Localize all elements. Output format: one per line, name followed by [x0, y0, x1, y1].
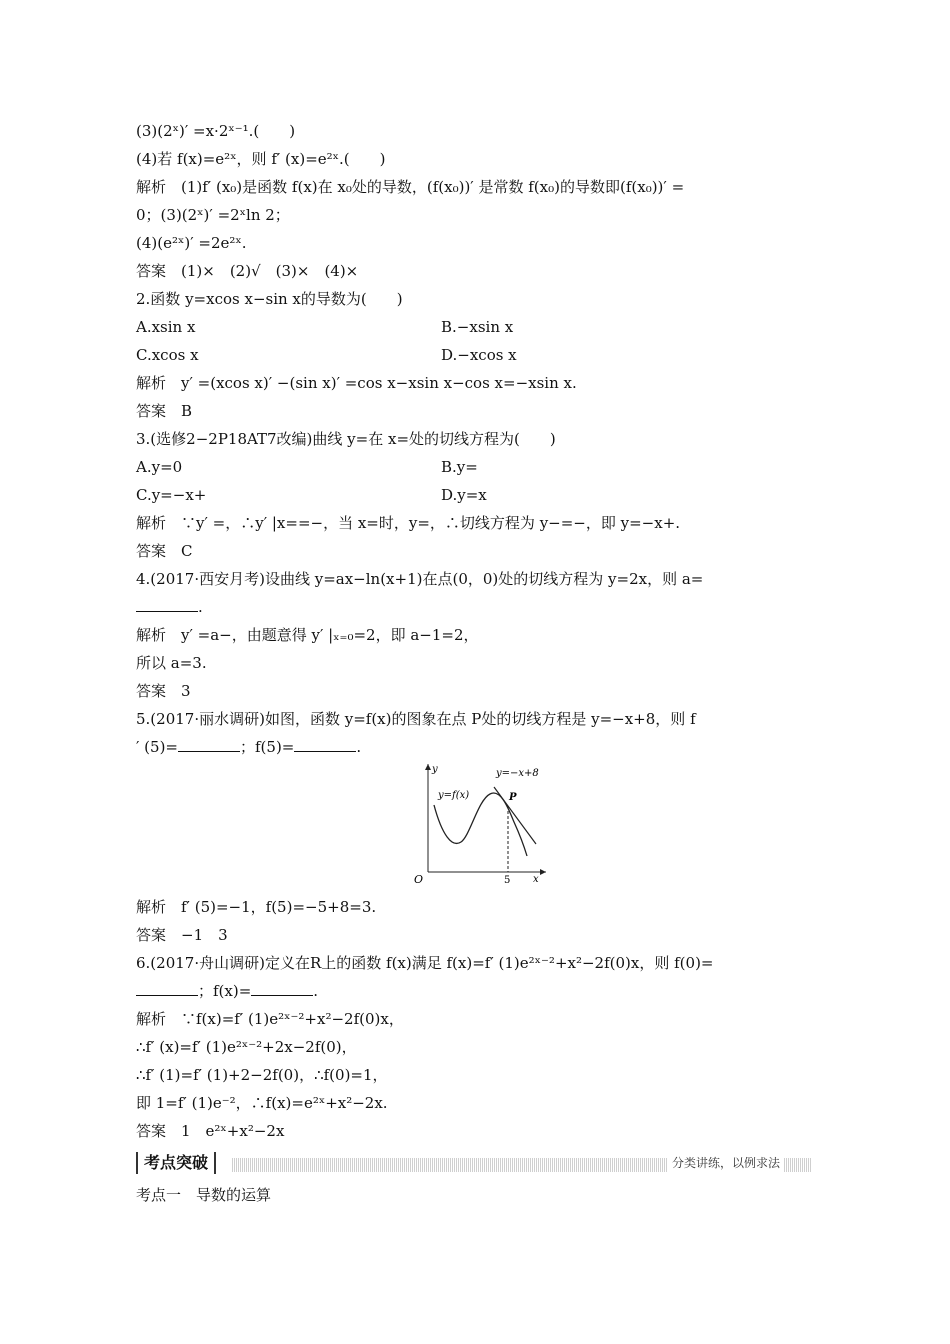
text-line: (4)(e²ˣ)′ =2e²ˣ.	[136, 234, 247, 252]
question-6: 6.(2017·舟山调研)定义在R上的函数 f(x)满足 f(x)=f′ (1)e²ˣ⁻²+x²−2f(0)x，则 f(0)=	[136, 954, 714, 972]
fill-line	[136, 596, 203, 618]
text-line: 解析 y′ =a−，由题意得 y′ |ₓ₌₀=2，即 a−1=2，	[136, 626, 479, 644]
curve-label: y=f(x)	[438, 790, 470, 801]
origin-label: O	[414, 873, 424, 885]
text-fragment: ′ (5)=	[136, 738, 178, 756]
answer-blank	[294, 737, 356, 752]
option-a: A.xsin x	[136, 318, 196, 336]
text-line: 解析 f′ (5)=−1，f(5)=−5+8=3.	[136, 898, 377, 916]
options-row	[136, 316, 816, 338]
band-note: 分类讲练，以例求法	[668, 1152, 784, 1174]
answer-blank	[178, 737, 240, 752]
answer-line: 答案 −1 3	[136, 926, 228, 944]
options-row	[136, 456, 816, 478]
answer-blank	[136, 981, 198, 996]
period: .	[313, 982, 319, 1000]
text-line: 0；(3)(2ˣ)′ =2ˣln 2；	[136, 206, 290, 224]
answer-line: 答案 B	[136, 402, 193, 420]
option-d: D.y=x	[441, 486, 487, 504]
text-fragment: ；f(x)=	[198, 982, 252, 1000]
answer-blank	[251, 981, 313, 996]
option-c: C.y=−x+	[136, 486, 207, 504]
function-graph-figure	[406, 760, 551, 885]
options-row	[136, 344, 816, 366]
question-4: 4.(2017·西安月考)设曲线 y=ax−ln(x+1)在点(0，0)处的切线方程为 y=2x，则 a=	[136, 570, 704, 588]
y-axis-arrow-icon	[425, 764, 431, 770]
question-2: 2.函数 y=xcos x−sin x的导数为( )	[136, 290, 403, 308]
answer-line: 答案 3	[136, 682, 191, 700]
section-band	[136, 1152, 812, 1174]
option-b: B.y=	[441, 458, 478, 476]
x-axis-label: x	[533, 874, 539, 885]
answer-line: 答案 1 e²ˣ+x²−2x	[136, 1122, 285, 1140]
text-line: 解析 y′ =(xcos x)′ −(sin x)′ =cos x−xsin x−cos x=−xsin x.	[136, 374, 577, 392]
fill-line	[136, 736, 361, 758]
x-axis-arrow-icon	[540, 869, 546, 875]
text-line: 所以 a=3.	[136, 654, 207, 672]
option-b: B.−xsin x	[441, 318, 514, 336]
text-fragment: ；f(5)=	[240, 738, 295, 756]
text-line: 解析 (1)f′ (x₀)是函数 f(x)在 x₀处的导数，(f(x₀))′ 是常数 f(x₀)的导数即(f(x₀))′ =	[136, 178, 685, 196]
question-5: 5.(2017·丽水调研)如图，函数 y=f(x)的图象在点 P处的切线方程是 y=−x+8，则 f	[136, 710, 696, 728]
text-line: (3)(2ˣ)′ =x·2ˣ⁻¹.( )	[136, 122, 296, 140]
option-a: A.y=0	[136, 458, 183, 476]
text-line: (4)若 f(x)=e²ˣ，则 f′ (x)=e²ˣ.( )	[136, 150, 386, 168]
option-c: C.xcos x	[136, 346, 199, 364]
fill-line	[136, 980, 318, 1002]
period: .	[356, 738, 362, 756]
answer-line: 答案 (1)× (2)√ (3)× (4)×	[136, 262, 359, 280]
tangent-label: y=−x+8	[496, 768, 539, 779]
text-line: 即 1=f′ (1)e⁻²，∴f(x)=e²ˣ+x²−2x.	[136, 1094, 388, 1112]
point-label: P	[509, 792, 517, 803]
text-line: 解析 ∵y′ =，∴y′ |x==−，当 x=时，y=，∴切线方程为 y−=−，即 y=−x+.	[136, 514, 681, 532]
text-line: 解析 ∵f(x)=f′ (1)e²ˣ⁻²+x²−2f(0)x，	[136, 1010, 404, 1028]
text-line: ∴f′ (x)=f′ (1)e²ˣ⁻²+2x−2f(0)，	[136, 1038, 357, 1056]
answer-line: 答案 C	[136, 542, 193, 560]
options-row	[136, 484, 816, 506]
y-axis-label: y	[432, 764, 438, 775]
section-title: 考点一 导数的运算	[136, 1186, 272, 1204]
text-line: ∴f′ (1)=f′ (1)+2−2f(0)，∴f(0)=1，	[136, 1066, 388, 1084]
band-title: 考点突破	[136, 1152, 216, 1174]
option-d: D.−xcos x	[441, 346, 517, 364]
question-3: 3.(选修2−2P18AT7改编)曲线 y=在 x=处的切线方程为( )	[136, 430, 556, 448]
x-tick-label: 5	[504, 875, 511, 885]
period: .	[198, 598, 203, 616]
answer-blank	[136, 597, 198, 612]
